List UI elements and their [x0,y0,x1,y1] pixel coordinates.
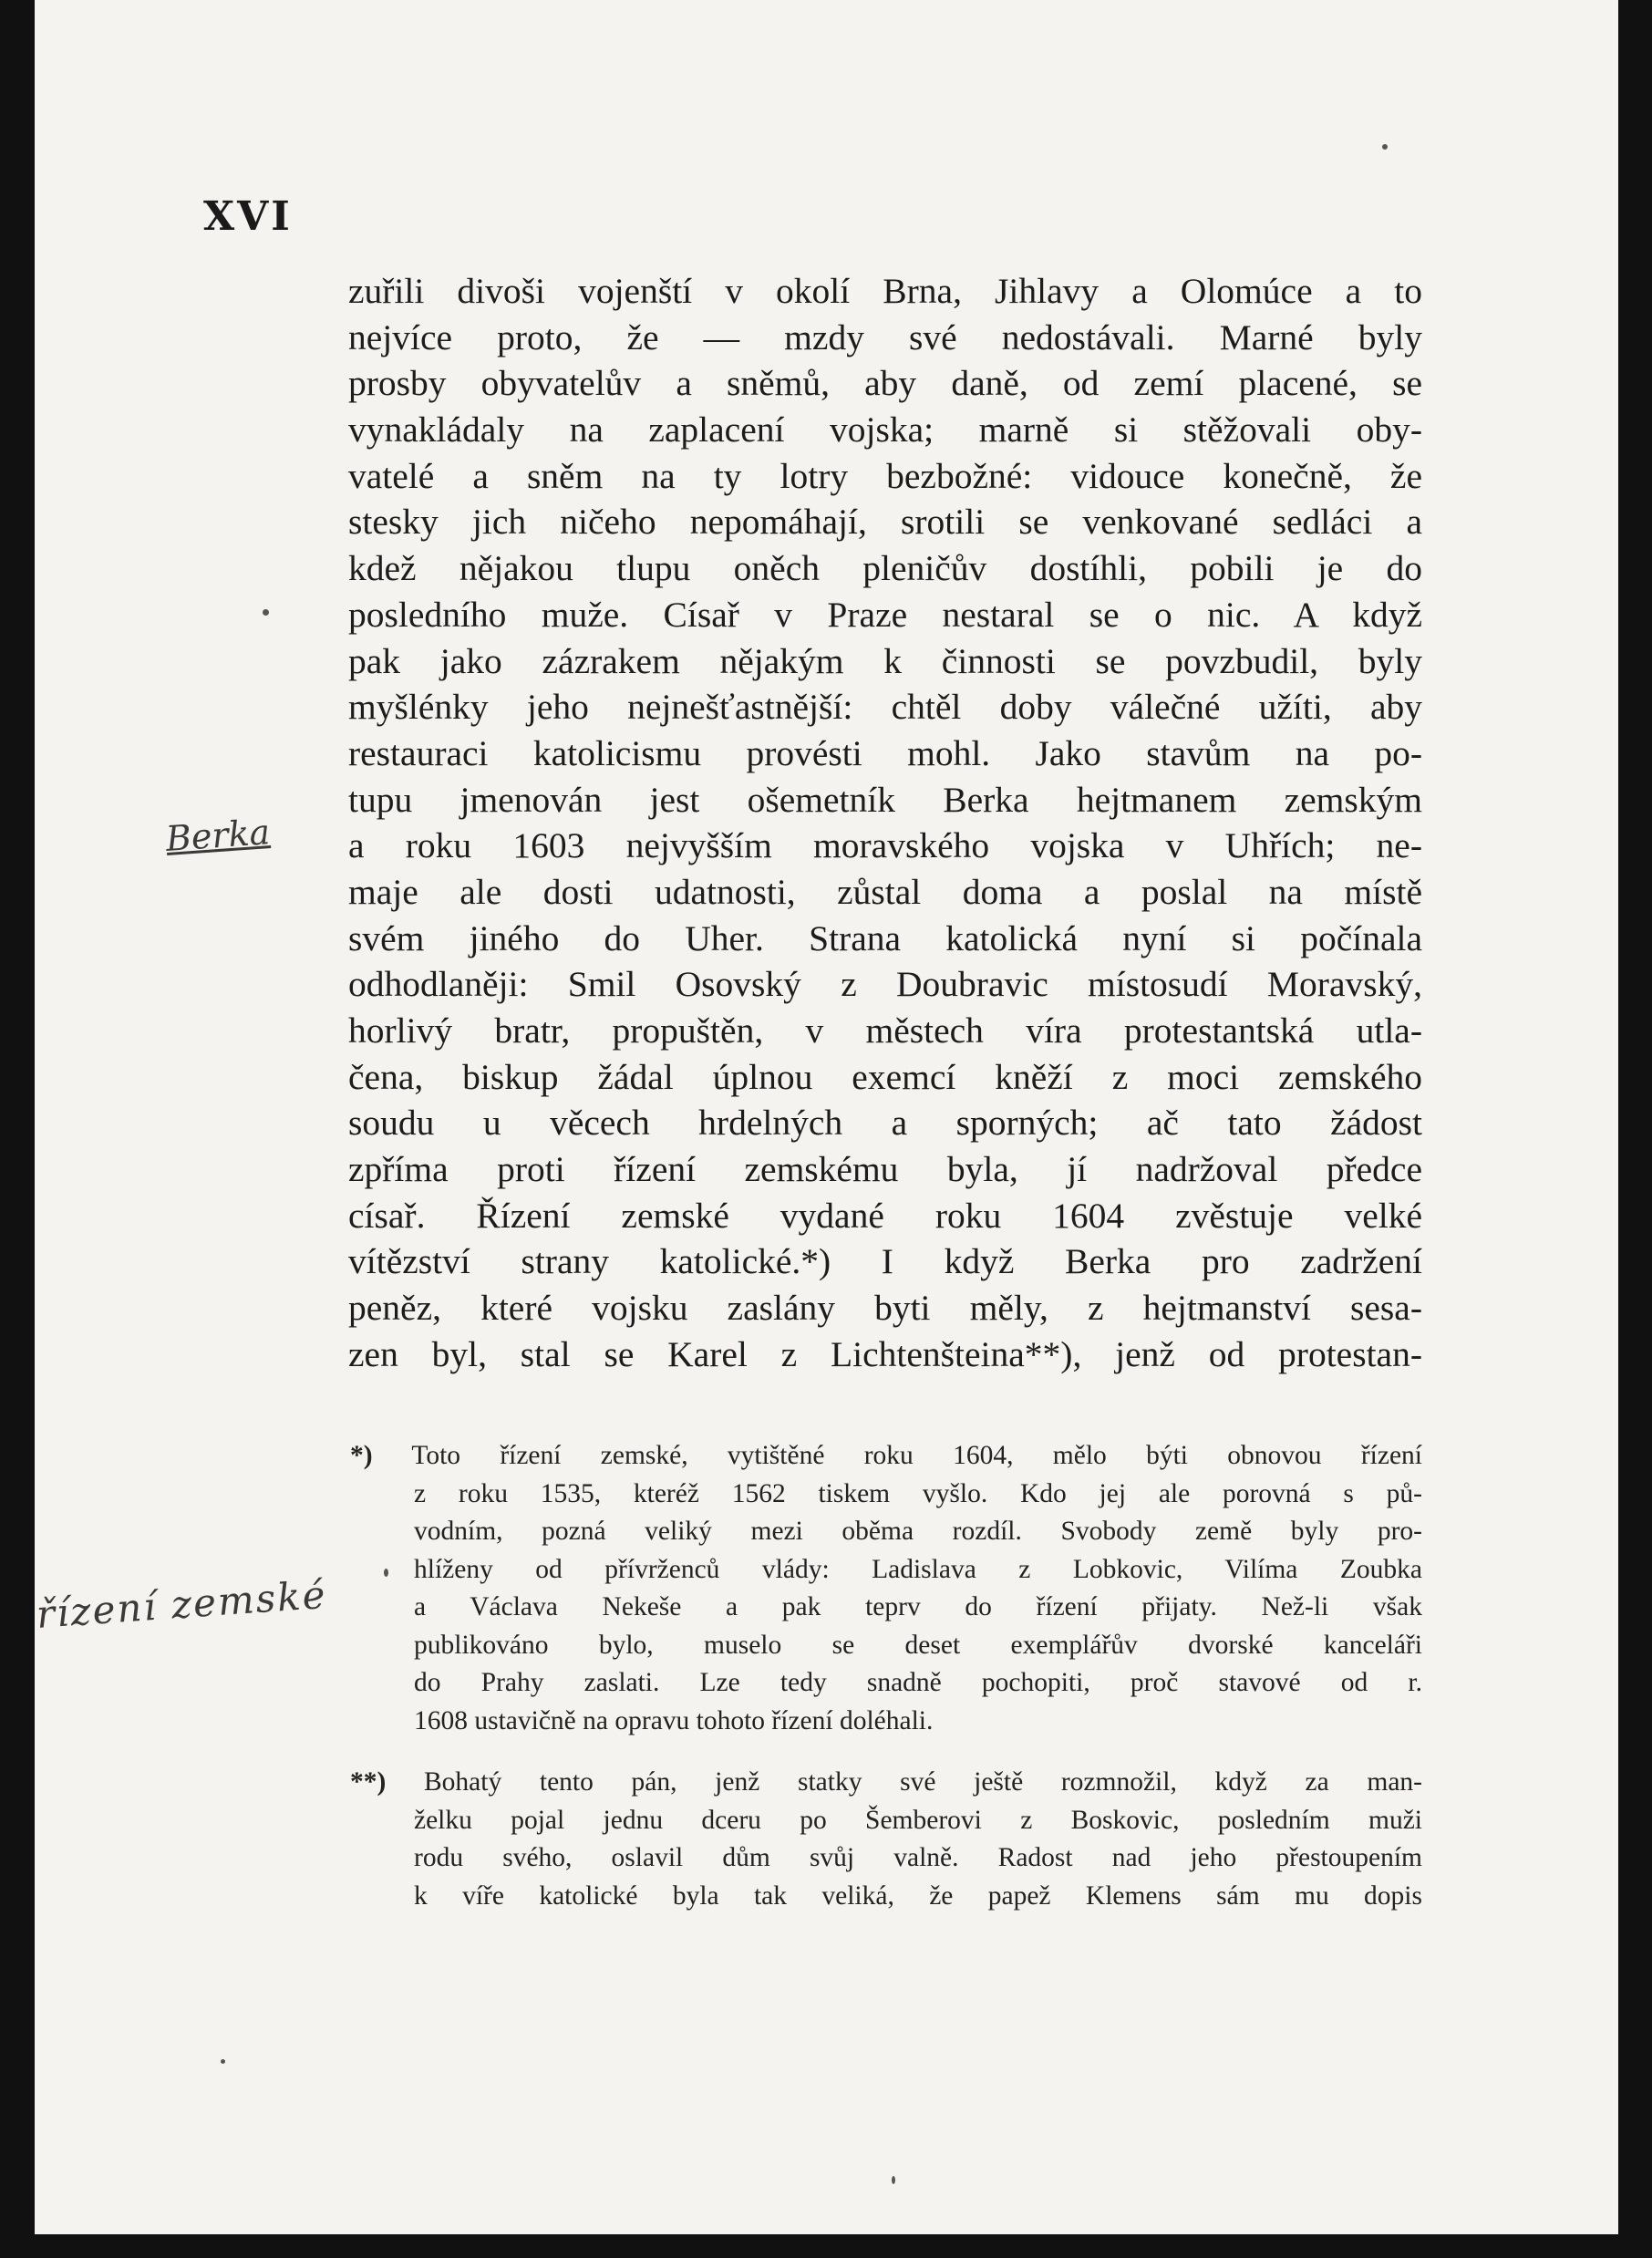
text-line: vítězství strany katolické.*) I když Berka pro zadržení [348,1241,1422,1282]
footnote-line: rodu svého, oslavil dům svůj valně. Radost nad jeho přestoupením [414,1843,1422,1872]
paper-speck [384,1569,388,1577]
text-line: odhodlaněji: Smil Osovský z Doubravic místosudí Moravský, [348,964,1422,1005]
book-page [35,0,1618,2234]
footnote-line: do Prahy zaslati. Lze tedy snadně pochopiti, proč stavové od r. [414,1668,1422,1697]
footnote-line [350,1437,1422,1476]
footnote-marker: **) [350,1767,387,1797]
text-line: pak jako zázrakem nějakým k činnosti se povzbudil, byly [348,640,1422,681]
paper-speck [1382,144,1388,150]
footnotes [350,1437,1422,1915]
footnote-text: Toto řízení zemské, vytištěné roku 1604, mělo býti obnovou řízení [411,1441,1422,1470]
footnote-line: a Václava Nekeše a pak teprv do řízení přijaty. Než-li však [414,1592,1422,1621]
text-line: kdež nějakou tlupu oněch pleničův dostíhli, pobili je do [348,548,1422,589]
text-line: tupu jmenován jest ošemetník Berka hejtmanem zemským [348,779,1422,820]
text-line: maje ale dosti udatnosti, zůstal doma a poslal na místě [348,871,1422,912]
paper-speck [263,609,269,616]
footnote-line [350,1764,1422,1802]
text-line: zen byl, stal se Karel z Lichtenšteina**), jenž od protestan- [348,1333,1422,1374]
footnote-text: Bohatý tento pán, jenž statky své ještě rozmnožil, když za man- [424,1767,1422,1797]
footnote-line: publikováno bylo, muselo se deset exemplářův dvorské kanceláři [414,1630,1422,1660]
footnote-line: vodním, pozná veliký mezi oběma rozdíl. Svobody země byly pro- [414,1517,1422,1546]
text-line: svém jiného do Uher. Strana katolická nyní si počínala [348,917,1422,958]
text-line: vynakládaly na zaplacení vojska; marně si stěžovali oby- [348,409,1422,451]
paper-speck [221,2059,225,2064]
text-line: stesky jich ničeho nepomáhají, srotili se venkované sedláci a [348,502,1422,543]
text-line: myšlénky jeho nejnešťastnější: chtěl doby válečné užíti, aby [348,687,1422,728]
text-line: vatelé a sněm na ty lotry bezbožné: vidouce konečně, že [348,455,1422,496]
page-number: XVI [203,193,293,240]
footnote-marker: *) [350,1441,373,1470]
handwritten-margin-note-rizeni: řízení zemské [35,1571,328,1637]
text-line: nejvíce proto, že — mzdy své nedostávali. Marné byly [348,316,1422,357]
footnote-2 [350,1764,1422,1915]
text-line: peněz, které vojsku zaslány byti měly, z hejtmanství sesa- [348,1288,1422,1329]
text-line: císař. Řízení zemské vydané roku 1604 zvěstuje velké [348,1195,1422,1236]
footnote-line: z roku 1535, kteréž 1562 tiskem vyšlo. Kdo jej ale porovná s pů- [414,1478,1422,1508]
text-line: a roku 1603 nejvyšším moravského vojska v Uhřích; ne- [348,825,1422,866]
text-line: čena, biskup žádal úplnou exemcí kněží z moci zemského [348,1056,1422,1097]
footnote-1 [350,1437,1422,1740]
text-line: posledního muže. Císař v Praze nestaral se o nic. A když [348,594,1422,635]
text-line: soudu u věcech hrdelných a sporných; ač tato žádost [348,1103,1422,1144]
handwritten-margin-note-berka: Berka [164,812,272,859]
footnote-line: 1608 ustavičně na opravu tohoto řízení doléhali. [414,1705,934,1735]
footnote-line: k víře katolické byla tak veliká, že papež Klemens sám mu dopis [414,1880,1422,1911]
text-line: prosby obyvatelův a sněmů, aby daně, od zemí placené, se [348,363,1422,404]
text-line: horlivý bratr, propuštěn, v městech víra protestantská utla- [348,1010,1422,1051]
footnote-line: želku pojal jednu dceru po Šemberovi z Boskovic, posledním muži [414,1805,1422,1835]
text-line: restauraci katolicismu provésti mohl. Jako stavům na po- [348,732,1422,773]
text-line: zpříma proti řízení zemskému byla, jí nadržoval předce [348,1149,1422,1190]
main-text-body [348,268,1422,1378]
paper-speck [892,2176,895,2184]
footnote-line: hlíženy od přívrženců vlády: Ladislava z Lobkovic, Vilíma Zoubka [414,1554,1422,1584]
text-line: zuřili divoši vojenští v okolí Brna, Jihlavy a Olomúce a to [348,271,1422,311]
